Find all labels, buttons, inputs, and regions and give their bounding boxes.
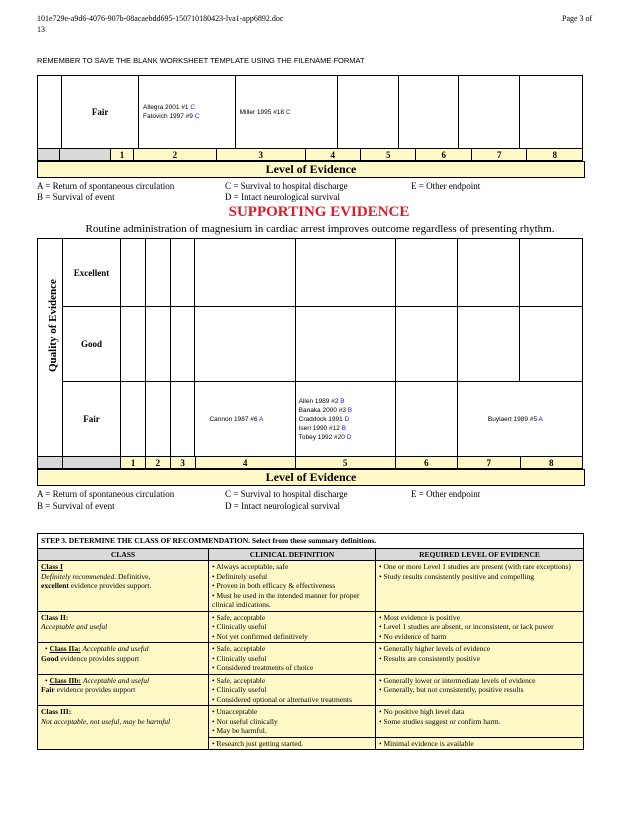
level-5: 5 bbox=[361, 149, 416, 161]
cit-cell-level-5 bbox=[295, 382, 395, 457]
level-5: 5 bbox=[295, 457, 395, 469]
document-filename: 101e729e-a9d6-4076-907b-08acaebdd695-150710180423-lva1-app6892.doc bbox=[37, 14, 284, 23]
fair-label: Fair bbox=[62, 382, 121, 457]
supporting-level-of-evidence: Level of Evidence bbox=[37, 469, 585, 486]
legend-e: E = Other endpoint bbox=[411, 489, 481, 499]
top-axis-cell bbox=[38, 76, 62, 149]
citation: Miller 1995 #18 C bbox=[239, 108, 291, 116]
class-name: Class II: bbox=[41, 612, 69, 622]
legend-a: A = Return of spontaneous circulation bbox=[37, 489, 175, 499]
citation: Allen 1989 #2 B bbox=[298, 397, 345, 405]
col-required-header: REQUIRED LEVEL OF EVIDENCE bbox=[376, 548, 584, 561]
level-7: 7 bbox=[471, 149, 526, 161]
legend-d: D = Intact neurological survival bbox=[225, 501, 341, 511]
level-4: 4 bbox=[195, 457, 295, 469]
class-row-2: Class II: Acceptable and useful • Safe, acceptable • Clinically useful • Not yet confirmed definitively • Most evidence is positive • Level 1 studies are absent, or inconsistent, or lack power • No evidence of harm bbox=[38, 611, 584, 643]
good-label: Good bbox=[62, 307, 121, 382]
class-name: Class I bbox=[41, 562, 63, 571]
col-clinical-header: CLINICAL DEFINITION bbox=[209, 548, 376, 561]
level-8: 8 bbox=[527, 149, 583, 161]
level-6: 6 bbox=[395, 457, 457, 469]
class-row-2a: • Class IIa: Acceptable and useful Good evidence provides support • Safe, acceptable • Clinically useful • Considered treatments of choice • Generally higher levels of evidence • Results are consistently positive bbox=[38, 643, 584, 675]
citation: Craddock 1991 D bbox=[298, 415, 350, 423]
legend-c: C = Survival to hospital discharge bbox=[225, 489, 348, 499]
level-1: 1 bbox=[111, 149, 133, 161]
class-name: Class III: bbox=[41, 707, 72, 716]
legend-a: A = Return of spontaneous circulation bbox=[37, 181, 175, 191]
level-2: 2 bbox=[133, 149, 216, 161]
top-cit-cell-3 bbox=[235, 76, 337, 149]
cit-cell-level-4 bbox=[195, 382, 295, 457]
page-total: 13 bbox=[37, 25, 45, 34]
supporting-evidence-grid bbox=[37, 238, 583, 457]
citation: Cannon 1987 #6 A bbox=[209, 415, 264, 423]
page-label: Page 3 of bbox=[562, 14, 593, 23]
top-fair-label: Fair bbox=[62, 76, 139, 149]
level-3: 3 bbox=[170, 457, 195, 469]
level-4: 4 bbox=[305, 149, 360, 161]
citation: Allegra 2001 #1 C bbox=[143, 104, 196, 111]
class-row-2b: • Class IIb: Acceptable and useful Fair evidence provides support • Safe, acceptable • Clinically useful • Considered optional or alternative treatments • Generally lower or intermediate levels of evidence • Generally, but not consistently, positive results bbox=[38, 674, 584, 706]
supporting-evidence-title: SUPPORTING EVIDENCE bbox=[228, 204, 410, 220]
legend-c: C = Survival to hospital discharge bbox=[225, 181, 348, 191]
class-row-1: Class I Definitely recommended. Definitive, excellent evidence provides support. • Always acceptable, safe • Definitely useful • Proven in both efficacy & effectiveness • Must be used in the intended manner for proper clinical indications. • One or more Level 1 studies are present (with rare exceptions) • Study results consistently positive and compelling bbox=[38, 561, 584, 612]
level-2: 2 bbox=[145, 457, 170, 469]
col-class-header: CLASS bbox=[38, 548, 209, 561]
legend-b: B = Survival of event bbox=[37, 501, 115, 511]
citation: Fatovich 1997 #9 C bbox=[143, 113, 200, 120]
top-cit-cell-2 bbox=[139, 76, 236, 149]
class-recommendation-table bbox=[37, 533, 584, 750]
legend-e: E = Other endpoint bbox=[411, 181, 481, 191]
citation: Buylaert 1989 #5 A bbox=[487, 415, 543, 423]
cit-cell-level-7 bbox=[457, 382, 582, 457]
quality-axis-label: Quality of Evidence bbox=[47, 279, 59, 372]
level-1: 1 bbox=[121, 457, 146, 469]
citation: Iseri 1990 #12 B bbox=[298, 424, 346, 432]
supporting-level-row bbox=[37, 456, 583, 469]
legend-d: D = Intact neurological survival bbox=[225, 192, 341, 202]
level-6: 6 bbox=[416, 149, 471, 161]
level-7: 7 bbox=[458, 457, 520, 469]
legend-b: B = Survival of event bbox=[37, 192, 115, 202]
class-row-indeterminate: • Research just getting started. • Minimal evidence is available bbox=[38, 737, 584, 750]
excellent-label: Excellent bbox=[62, 239, 121, 307]
class-row-3: Class III: Not acceptable, not useful, may be harmful • Unacceptable • Not useful clinically • May be harmful. • No positive high level data • Some studies suggest or confirm harm. bbox=[38, 706, 584, 738]
level-3: 3 bbox=[217, 149, 306, 161]
level-8: 8 bbox=[520, 457, 583, 469]
save-reminder: REMEMBER TO SAVE THE BLANK WORKSHEET TEMPLATE USING THE FILENAME FORMAT bbox=[37, 56, 365, 65]
step3-title: STEP 3. DETERMINE THE CLASS OF RECOMMENDATION. Select from these summary definitions. bbox=[38, 534, 584, 549]
top-evidence-grid bbox=[37, 75, 583, 149]
top-level-row bbox=[37, 148, 583, 161]
citation: Tobey 1992 #20 D bbox=[298, 433, 352, 441]
evidence-statement: Routine administration of magnesium in cardiac arrest improves outcome regardless of presenting rhythm. bbox=[85, 223, 555, 235]
citation: Banaka 2000 #3 B bbox=[298, 406, 353, 414]
top-level-of-evidence: Level of Evidence bbox=[37, 161, 585, 178]
